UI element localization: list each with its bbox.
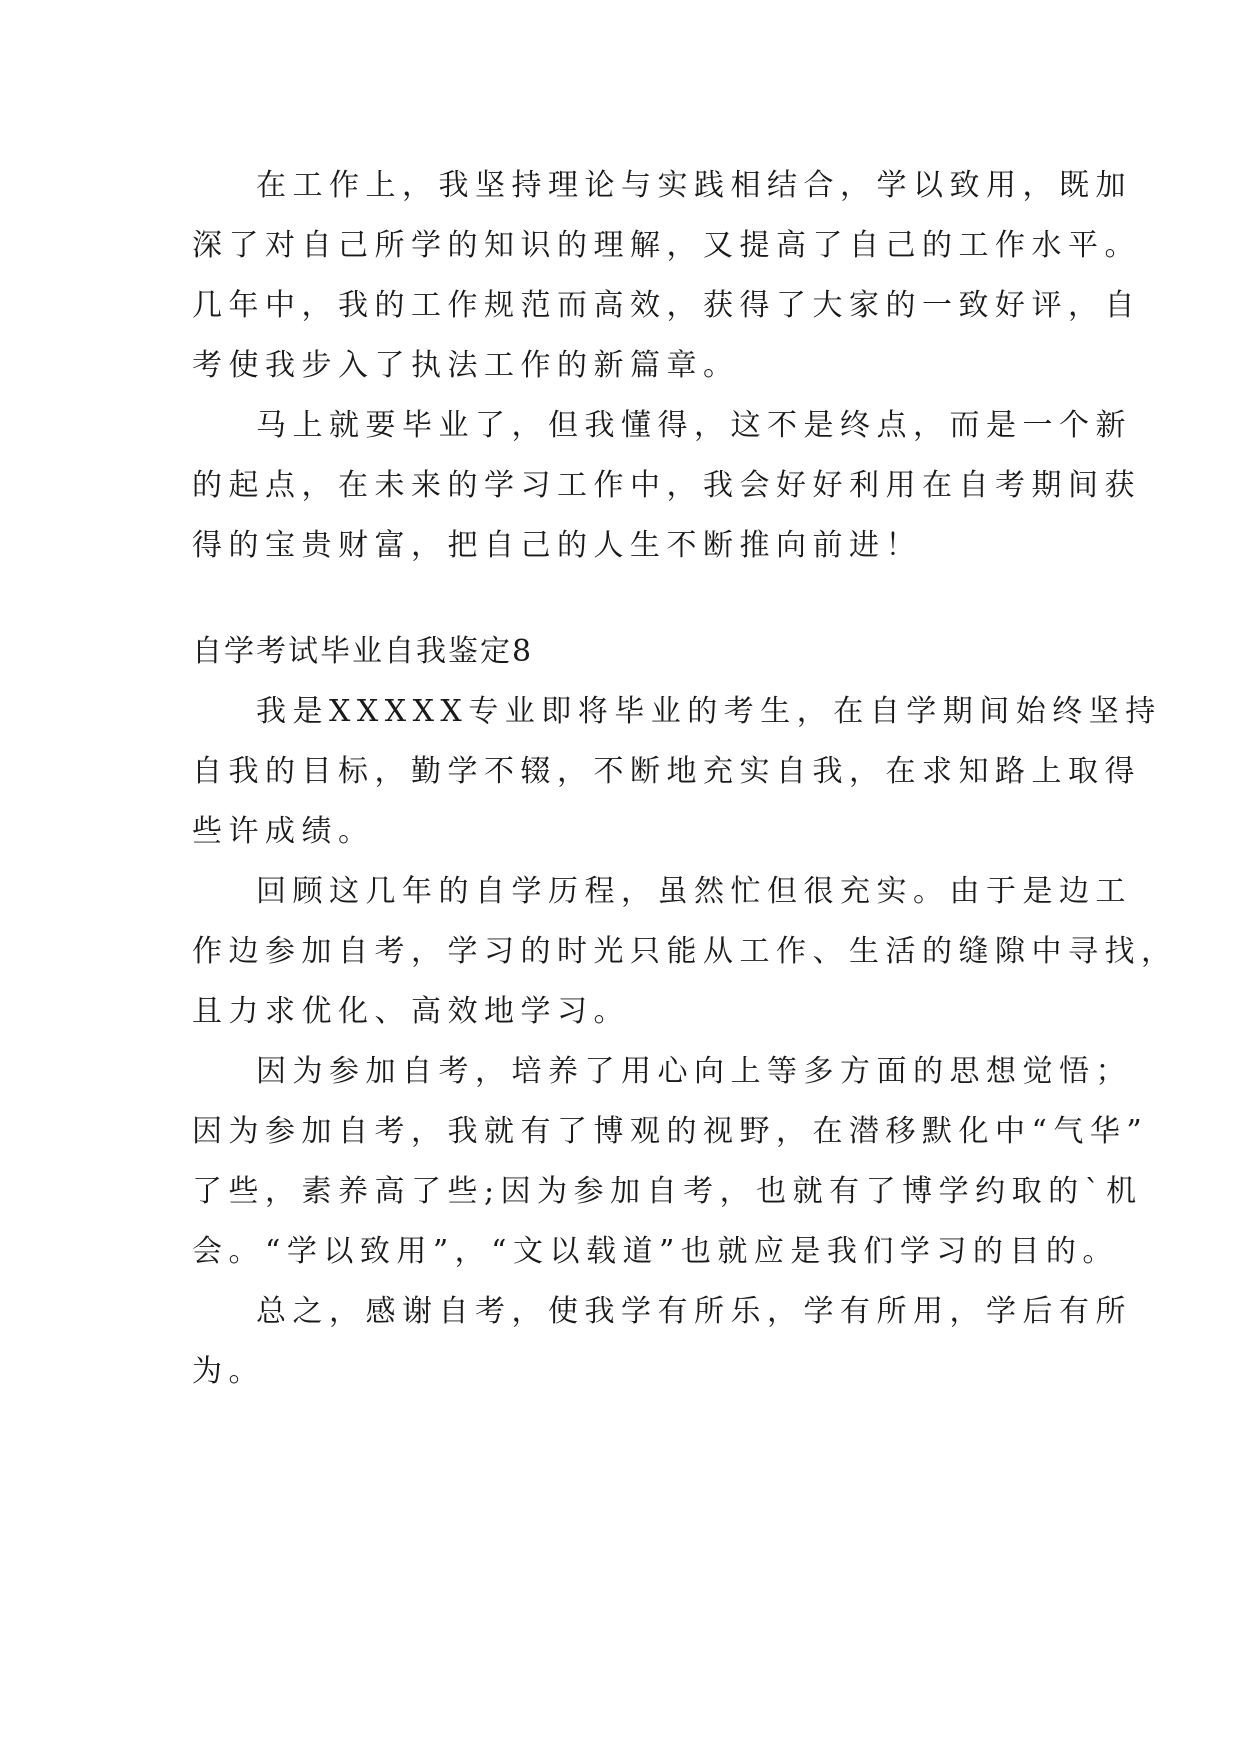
paragraph-line: 自我的目标，勤学不辍，不断地充实自我，在求知路上取得 [192,754,1141,789]
paragraph-line: 的起点，在未来的学习工作中，我会好好利用在自考期间获 [192,468,1141,503]
paragraph-line: 因为参加自考，培养了用心向上等多方面的思想觉悟； [256,1054,1132,1089]
paragraph-line: 在工作上，我坚持理论与实践相结合，学以致用，既加 [256,168,1132,203]
paragraph-line: 些许成绩。 [192,814,375,849]
paragraph-line: 深了对自己所学的知识的理解，又提高了自己的工作水平。 [192,228,1141,263]
section-heading: 自学考试毕业自我鉴定8 [192,634,534,669]
paragraph-line: 为。 [192,1354,265,1389]
paragraph-line: 作边参加自考，学习的时光只能从工作、生活的缝隙中寻找， [192,934,1178,969]
paragraph-line: 了些，素养高了些;因为参加自考，也就有了博学约取的`机 [192,1174,1143,1209]
paragraph-line: 考使我步入了执法工作的新篇章。 [192,348,740,383]
paragraph-line: 且力求优化、高效地学习。 [192,994,630,1029]
paragraph-line: 几年中，我的工作规范而高效，获得了大家的一致好评，自 [192,288,1141,323]
paragraph-line: 总之，感谢自考，使我学有所乐，学有所用，学后有所 [256,1294,1132,1329]
paragraph-line: 我是XXXXX专业即将毕业的考生，在自学期间始终坚持 [256,694,1162,729]
paragraph-line: 得的宝贵财富，把自己的人生不断推向前进！ [192,528,922,563]
paragraph-line: 马上就要毕业了，但我懂得，这不是终点，而是一个新 [256,408,1132,443]
paragraph-line: 回顾这几年的自学历程，虽然忙但很充实。由于是边工 [256,874,1132,909]
paragraph-line: 因为参加自考，我就有了博观的视野，在潜移默化中“气华” [192,1114,1149,1149]
paragraph-line: 会。“学以致用”，“文以载道”也就应是我们学习的目的。 [192,1234,1119,1269]
